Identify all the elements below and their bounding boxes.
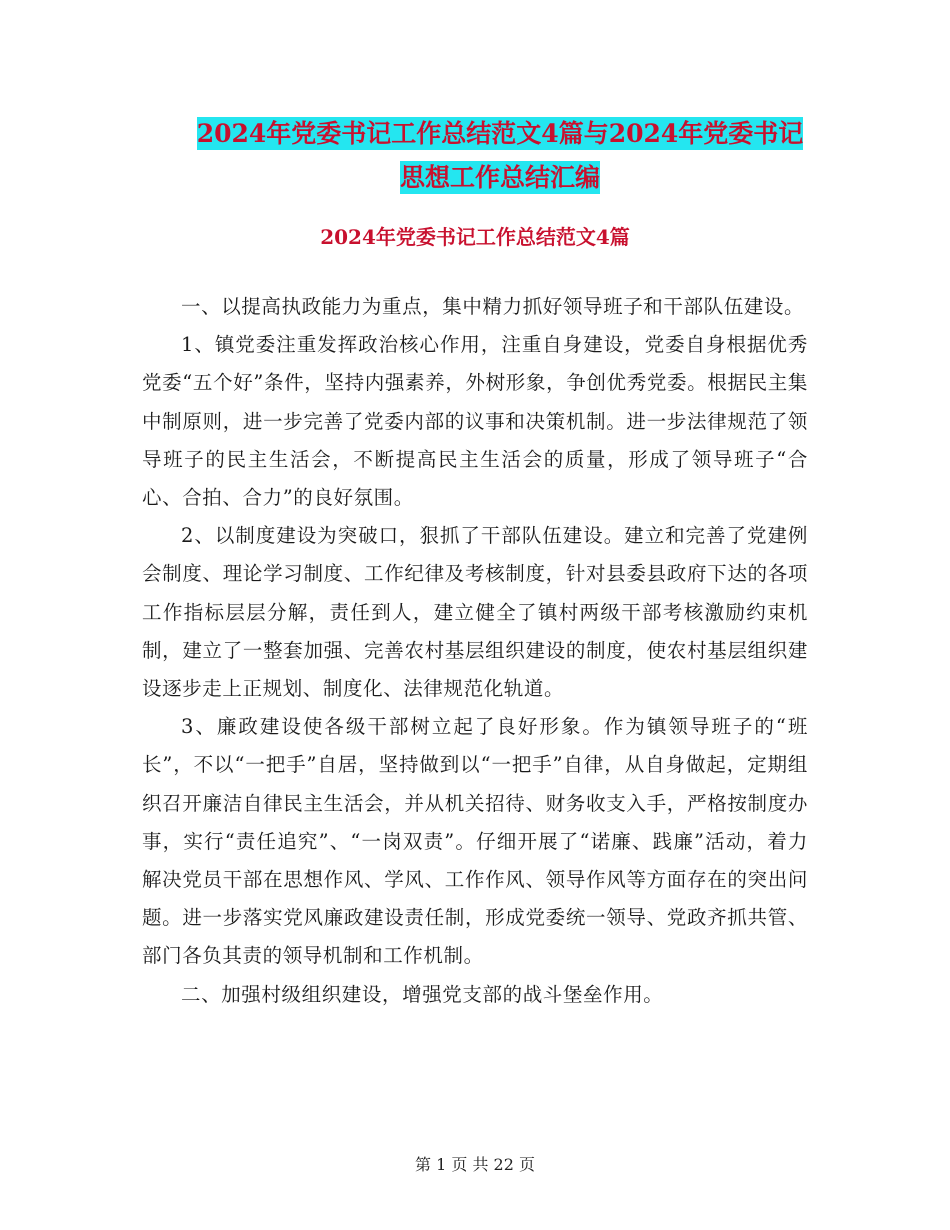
paragraph-2: 1、镇党委注重发挥政治核心作用，注重自身建设，党委自身根据优秀党委“五个好”条件，坚持内强素养，外树形象，争创优秀党委。根据民主集中制原则，进一步完善了党委内部的议事和决策机制。进一步法律规范了领导班子的民主生活会，不断提高民主生活会的质量，形成了领导班子“合心、合拍、合力”的良好氛围。 [142, 333, 808, 510]
document-body [142, 288, 808, 1014]
paragraph-1: 一、以提高执政能力为重点，集中精力抓好领导班子和干部队伍建设。 [181, 295, 805, 318]
paragraph-3: 2、以制度建设为突破口，狠抓了干部队伍建设。建立和完善了党建例会制度、理论学习制度、工作纪律及考核制度，针对县委县政府下达的各项工作指标层层分解，责任到人，建立健全了镇村两级干部考核激励约束机制，建立了一整套加强、完善农村基层组织建设的制度，使农村基层组织建设逐步走上正规划、制度化、法律规范化轨道。 [142, 524, 808, 701]
section-subtitle: 2024年党委书记工作总结范文4篇 [320, 225, 630, 249]
paragraph-5: 二、加强村级组织建设，增强党支部的战斗堡垒作用。 [181, 982, 664, 1006]
paragraph-4: 3、廉政建设使各级干部树立起了良好形象。作为镇领导班子的“班长”，不以“一把手”自居，坚持做到以“一把手”自律，从自身做起，定期组织召开廉洁自律民主生活会，并从机关招待、财务收支入手，严格按制度办事，实行“责任追究”、“一岗双责”。仔细开展了“诺廉、践廉”活动，着力解决党员干部在思想作风、学风、工作作风、领导作风等方面存在的突出问题。进一步落实党风廉政建设责任制，形成党委统一领导、党政齐抓共管、部门各负其责的领导机制和工作机制。 [142, 715, 808, 968]
document-title [140, 112, 860, 200]
title-line-2: 思想工作总结汇编 [399, 163, 600, 192]
title-line-1: 2024年党委书记工作总结范文4篇与2024年党委书记 [196, 119, 804, 148]
page-number-footer: 第 1 页 共 22 页 [415, 1155, 535, 1174]
